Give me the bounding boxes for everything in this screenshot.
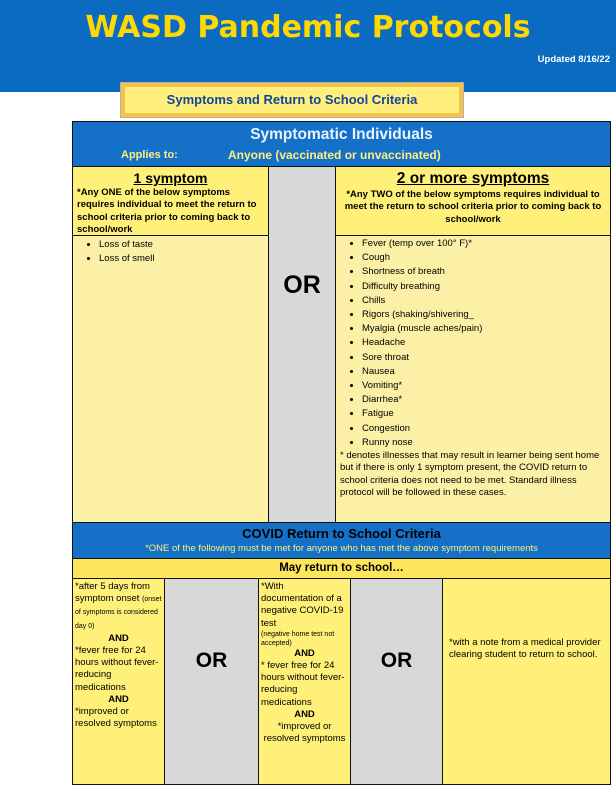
criteria-2-a: *With documentation of a negative COVID-19 test [261, 581, 344, 629]
list-item: • Vomiting* [362, 379, 606, 393]
symptomatic-header [73, 122, 610, 167]
list-item: • Shortness of breath [362, 265, 606, 279]
list-item: • Fever (temp over 100° F)* [362, 237, 606, 251]
or-column-3 [351, 579, 443, 784]
list-item: • Congestion [362, 422, 606, 436]
list-item: • Difficulty breathing [362, 280, 606, 294]
or-label: OR [283, 271, 321, 299]
page-title: WASD Pandemic Protocols [85, 10, 531, 45]
list-item: • Headache [362, 336, 606, 350]
or-column [269, 167, 336, 522]
criteria-2-and2: AND [294, 708, 315, 720]
one-symptom-header [73, 167, 269, 236]
criteria-1-a: *after 5 days from symptom onset [75, 581, 150, 605]
header-bar [0, 0, 616, 92]
covid-subtitle: *ONE of the following must be met for anyone who has met the above symptom requirements [145, 543, 538, 554]
criteria-3-a: *with a note from a medical provider clearing student to return to school. [449, 637, 601, 661]
criteria-1-and1: AND [108, 632, 129, 644]
protocol-table [72, 121, 611, 785]
or-column-2 [165, 579, 259, 784]
symptom-note: * denotes illnesses that may result in learner being sent home but if there is only 1 symptom present, the COVID return to school criteria does not need to be met. Standard illness protocol will be followed in these cases. [340, 450, 600, 498]
may-return-bar: May return to school… [73, 559, 610, 579]
section-banner: Symptoms and Return to School Criteria [121, 83, 463, 117]
two-symptoms-list [336, 236, 610, 522]
criteria-test-based [259, 579, 351, 784]
criteria-1-and2: AND [108, 693, 129, 705]
criteria-provider-note [443, 579, 610, 784]
one-symptom-list [73, 236, 269, 522]
two-symptoms-heading: 2 or more symptoms [396, 170, 550, 187]
criteria-2-and1: AND [294, 647, 315, 659]
one-symptom-heading: 1 symptom [133, 170, 208, 186]
criteria-1-b: *fever free for 24 hours without fever-reducing medications [75, 645, 159, 693]
list-item: • Cough [362, 251, 606, 265]
list-item: • Chills [362, 294, 606, 308]
two-symptoms-header [336, 167, 610, 236]
list-item: • Nausea [362, 365, 606, 379]
list-item: • Loss of smell [99, 252, 268, 266]
criteria-2-a-note: (negative home test not accepted) [261, 630, 335, 647]
criteria-time-based [73, 579, 165, 784]
criteria-1-a-note: (onset of symptoms is considered day 0) [75, 596, 162, 630]
list-item: • Loss of taste [99, 238, 268, 252]
updated-date: Updated 8/16/22 [537, 54, 610, 65]
or-label: OR [195, 649, 228, 672]
list-item: • Sore throat [362, 351, 606, 365]
or-label: OR [380, 649, 413, 672]
list-item: • Runny nose [362, 436, 606, 450]
symptomatic-title: Symptomatic Individuals [250, 126, 433, 143]
applies-label: Applies to: [121, 149, 178, 161]
list-item: • Myalgia (muscle aches/pain) [362, 322, 606, 336]
two-symptoms-desc: *Any TWO of the below symptoms requires individual to meet the return to school criteria prior to coming back to school/work [344, 189, 602, 225]
one-symptom-desc: *Any ONE of the below symptoms requires individual to meet the return to school criteria prior to coming back to school/work [77, 187, 257, 235]
list-item: • Diarrhea* [362, 393, 606, 407]
applies-value: Anyone (vaccinated or unvaccinated) [228, 148, 441, 162]
covid-header [73, 522, 610, 559]
criteria-1-c: *improved or resolved symptoms [75, 706, 157, 730]
list-item: • Fatigue [362, 407, 606, 421]
criteria-2-c: *improved or resolved symptoms [263, 721, 346, 745]
list-item: • Rigors (shaking/shivering_ [362, 308, 606, 322]
covid-title: COVID Return to School Criteria [242, 526, 441, 541]
criteria-2-b: * fever free for 24 hours without fever-reducing medications [261, 660, 345, 708]
